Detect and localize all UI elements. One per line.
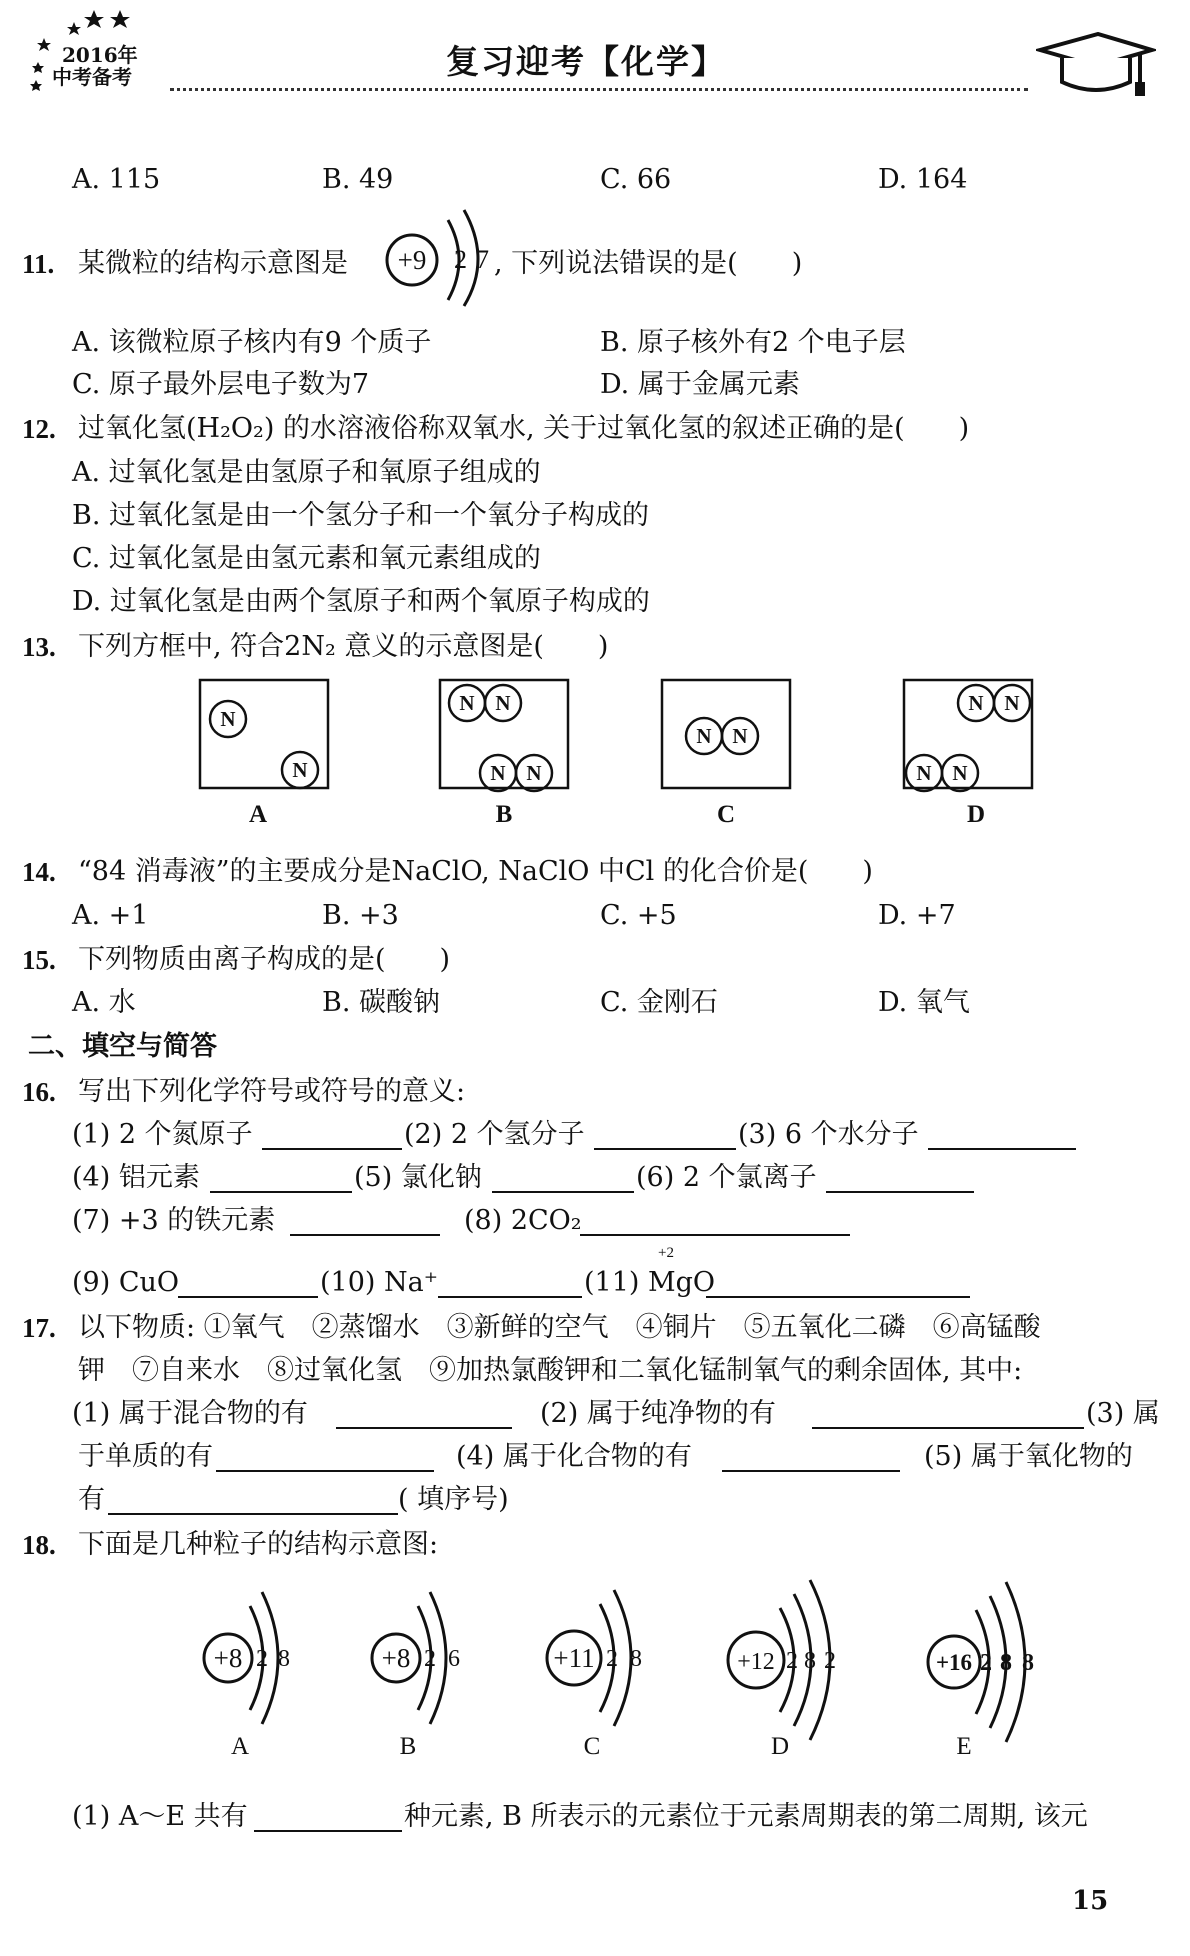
- q10-option-b: B. 49: [322, 164, 394, 195]
- q16-item-11: (11) MgO: [584, 1267, 716, 1298]
- q17-line-1: 以下物质: ①氧气 ②蒸馏水 ③新鲜的空气 ④铜片 ⑤五氧化二磷 ⑥高锰酸: [78, 1312, 1041, 1343]
- q16-blank-3[interactable]: [928, 1122, 1076, 1150]
- svg-text:N: N: [292, 758, 308, 782]
- q18-nucleus-b: +8: [381, 1643, 411, 1673]
- q13-label-b: B: [495, 801, 513, 828]
- q11-nucleus: +9: [397, 245, 427, 275]
- svg-text:N: N: [696, 724, 712, 748]
- page-title: 复习迎考【化学】: [446, 42, 726, 81]
- q14-option-c: C. +5: [600, 900, 677, 931]
- svg-text:8: 8: [1000, 1650, 1012, 1676]
- q11-option-c: C. 原子最外层电子数为7: [72, 369, 370, 400]
- svg-text:N: N: [220, 707, 236, 731]
- svg-text:N: N: [526, 761, 542, 785]
- svg-text:2: 2: [606, 1646, 618, 1672]
- q16-blank-5[interactable]: [492, 1165, 634, 1193]
- q16-item-3: (3) 6 个水分子: [738, 1119, 919, 1150]
- q16-item-4: (4) 铝元素: [72, 1162, 200, 1193]
- q16-blank-8[interactable]: [580, 1208, 850, 1236]
- q11-option-b: B. 原子核外有2 个电子层: [600, 327, 906, 358]
- svg-text:6: 6: [448, 1646, 460, 1672]
- svg-text:N: N: [459, 691, 475, 715]
- q13-box-c: [662, 680, 790, 788]
- q12-text: 过氧化氢(H₂O₂) 的水溶液俗称双氧水, 关于过氧化氢的叙述正确的是( ): [78, 413, 970, 444]
- q10-option-c: C. 66: [600, 164, 672, 195]
- q18-sub1-a: (1) A～E 共有: [72, 1801, 248, 1832]
- q15-option-d: D. 氧气: [878, 987, 970, 1018]
- q18-label-d: D: [770, 1733, 790, 1760]
- q10-option-d: D. 164: [878, 164, 968, 195]
- q16-item-10: (10) Na⁺: [320, 1267, 438, 1298]
- q16-text: 写出下列化学符号或符号的意义:: [78, 1076, 466, 1107]
- q17-blank-1[interactable]: [336, 1401, 512, 1429]
- q13-label-c: C: [716, 801, 736, 828]
- q11-shell-1: 2: [454, 245, 467, 274]
- q18-text: 下面是几种粒子的结构示意图:: [78, 1529, 439, 1560]
- q17-part-3a: (3) 属: [1086, 1398, 1160, 1429]
- section-title: 二、填空与简答: [28, 1031, 217, 1062]
- star-icon: [32, 62, 44, 73]
- q17-part-4: (4) 属于化合物的有: [456, 1441, 692, 1472]
- q18-particles-diagram: [190, 1570, 1070, 1780]
- q11-number: 11.: [22, 249, 55, 279]
- q11-atom-diagram: [380, 206, 500, 310]
- star-icon: [110, 10, 130, 28]
- header-badge-year: 2016年: [62, 43, 138, 67]
- q17-blank-2[interactable]: [812, 1401, 1084, 1429]
- page-number: 15: [1072, 1886, 1109, 1916]
- svg-text:8: 8: [1022, 1650, 1034, 1676]
- q17-part-3b: 于单质的有: [78, 1441, 213, 1472]
- q11-option-d: D. 属于金属元素: [600, 369, 800, 400]
- q18-label-e: E: [956, 1733, 972, 1760]
- svg-text:8: 8: [630, 1646, 642, 1672]
- q18-nucleus-e: +16: [935, 1650, 973, 1675]
- q15-option-c: C. 金刚石: [600, 987, 718, 1018]
- q16-blank-11[interactable]: [706, 1270, 970, 1298]
- q14-number: 14.: [22, 857, 56, 887]
- q12-number: 12.: [22, 414, 56, 444]
- q17-blank-4[interactable]: [722, 1444, 900, 1472]
- q15-option-a: A. 水: [72, 987, 136, 1018]
- q17-part-5c: ( 填序号): [398, 1484, 509, 1515]
- q17-number: 17.: [22, 1313, 56, 1343]
- q16-blank-1[interactable]: [262, 1122, 402, 1150]
- q14-option-b: B. +3: [322, 900, 399, 931]
- q13-label-d: D: [966, 801, 986, 828]
- q18-sub1-b: 种元素, B 所表示的元素位于元素周期表的第二周期, 该元: [404, 1801, 1088, 1832]
- q17-part-2: (2) 属于纯净物的有: [540, 1398, 776, 1429]
- q11-text-before: 某微粒的结构示意图是: [78, 248, 348, 279]
- q16-blank-9[interactable]: [178, 1270, 318, 1298]
- q18-number: 18.: [22, 1530, 56, 1560]
- star-icon: [67, 22, 81, 35]
- q18-nucleus-a: +8: [213, 1643, 243, 1673]
- svg-text:8: 8: [804, 1648, 816, 1674]
- svg-text:N: N: [495, 691, 511, 715]
- q14-option-d: D. +7: [878, 900, 956, 931]
- q10-option-a: A. 115: [72, 164, 161, 195]
- svg-text:2: 2: [786, 1648, 798, 1674]
- q14-text: “84 消毒液”的主要成分是NaClO, NaClO 中Cl 的化合价是( ): [78, 856, 873, 887]
- q16-item-9: (9) CuO: [72, 1267, 180, 1298]
- q15-number: 15.: [22, 945, 56, 975]
- q16-number: 16.: [22, 1077, 56, 1107]
- q16-blank-4[interactable]: [210, 1165, 352, 1193]
- svg-text:N: N: [1004, 691, 1020, 715]
- q18-label-b: B: [399, 1733, 417, 1760]
- q16-item-5: (5) 氯化钠: [354, 1162, 482, 1193]
- star-icon: [37, 38, 51, 51]
- q13-text: 下列方框中, 符合2N₂ 意义的示意图是( ): [78, 631, 609, 662]
- graduation-cap-icon: [1036, 32, 1156, 100]
- q17-line-2: 钾 ⑦自来水 ⑧过氧化氢 ⑨加热氯酸钾和二氧化锰制氧气的剩余固体, 其中:: [78, 1355, 1023, 1386]
- header-badge-sub: 中考备考: [52, 65, 132, 89]
- q16-item-1: (1) 2 个氮原子: [72, 1119, 253, 1150]
- q16-item-2: (2) 2 个氢分子: [404, 1119, 585, 1150]
- q15-option-b: B. 碳酸钠: [322, 987, 441, 1018]
- q16-blank-2[interactable]: [594, 1122, 736, 1150]
- q11-shell-2: 7: [476, 245, 489, 274]
- q16-blank-7[interactable]: [290, 1208, 440, 1236]
- q17-part-5b: 有: [78, 1484, 105, 1515]
- q12-option-a: A. 过氧化氢是由氢原子和氧原子组成的: [72, 457, 541, 488]
- q14-option-a: A. +1: [72, 900, 149, 931]
- q18-blank-1[interactable]: [254, 1804, 402, 1832]
- q18-nucleus-c: +11: [553, 1643, 595, 1673]
- svg-text:2: 2: [980, 1650, 992, 1676]
- svg-text:N: N: [490, 761, 506, 785]
- header: [0, 0, 1190, 100]
- header-dotted-rule: [170, 88, 1028, 91]
- q13-label-a: A: [248, 801, 268, 828]
- q16-item-7: (7) +3 的铁元素: [72, 1205, 276, 1236]
- svg-text:N: N: [968, 691, 984, 715]
- q16-valence-mark: +2: [658, 1245, 674, 1261]
- svg-text:N: N: [732, 724, 748, 748]
- svg-text:N: N: [952, 761, 968, 785]
- q18-label-c: C: [583, 1733, 601, 1760]
- q16-item-8: (8) 2CO₂: [464, 1205, 582, 1236]
- svg-text:2: 2: [424, 1646, 436, 1672]
- svg-text:N: N: [916, 761, 932, 785]
- q12-option-d: D. 过氧化氢是由两个氢原子和两个氧原子构成的: [72, 586, 650, 617]
- q13-number: 13.: [22, 632, 56, 662]
- q12-option-c: C. 过氧化氢是由氢元素和氧元素组成的: [72, 543, 541, 574]
- q17-blank-3[interactable]: [216, 1444, 434, 1472]
- q11-option-a: A. 该微粒原子核内有9 个质子: [72, 327, 432, 358]
- q17-blank-5[interactable]: [108, 1487, 398, 1515]
- star-icon: [30, 80, 42, 91]
- q18-label-a: A: [230, 1733, 250, 1760]
- star-icon: [84, 10, 104, 28]
- q16-blank-10[interactable]: [438, 1270, 582, 1298]
- q17-part-1: (1) 属于混合物的有: [72, 1398, 308, 1429]
- q17-part-5a: (5) 属于氧化物的: [924, 1441, 1133, 1472]
- q13-diagrams: [180, 676, 1060, 836]
- q15-text: 下列物质由离子构成的是( ): [78, 944, 451, 975]
- q12-option-b: B. 过氧化氢是由一个氢分子和一个氧分子构成的: [72, 500, 650, 531]
- svg-text:2: 2: [824, 1648, 836, 1674]
- q11-text-after: , 下列说法错误的是( ): [494, 248, 803, 279]
- svg-text:8: 8: [278, 1646, 290, 1672]
- q16-item-6: (6) 2 个氯离子: [636, 1162, 817, 1193]
- q16-blank-6[interactable]: [826, 1165, 974, 1193]
- svg-text:2: 2: [256, 1646, 268, 1672]
- q18-nucleus-d: +12: [737, 1649, 775, 1675]
